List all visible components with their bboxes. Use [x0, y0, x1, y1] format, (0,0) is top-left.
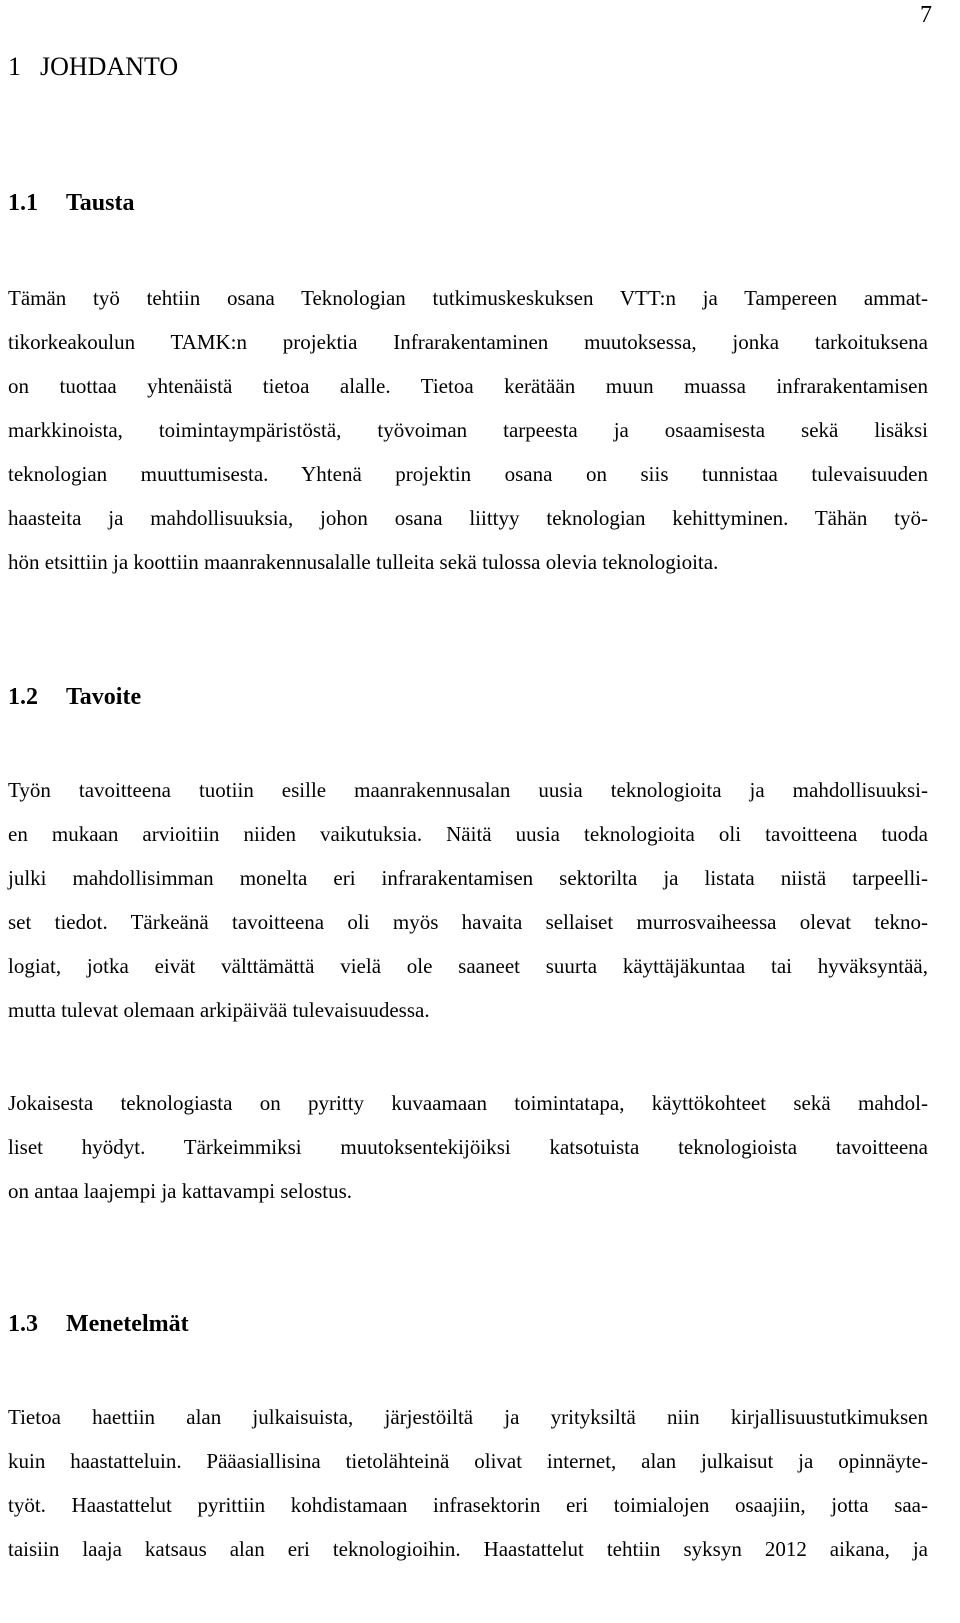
text-line: Jokaisesta teknologiasta on pyritty kuvaamaan toimintatapa, käyttökohteet sekä mahdol- [8, 1091, 928, 1115]
section-heading-menetelmat [8, 1311, 189, 1338]
text-line: logiat, jotka eivät välttämättä vielä ole saaneet suurta käyttäjäkuntaa tai hyväksyntää, [8, 954, 928, 978]
section-number: 1.3 [8, 1311, 38, 1337]
text-line: taisiin laaja katsaus alan eri teknologioihin. Haastattelut tehtiin syksyn 2012 aikana, ja [8, 1537, 928, 1561]
text-line: työt. Haastattelut pyrittiin kohdistamaan infrasektorin eri toimialojen osaajiin, jotta saa- [8, 1493, 928, 1517]
text-line: markkinoista, toimintaympäristöstä, työvoiman tarpeesta ja osaamisesta sekä lisäksi [8, 418, 928, 442]
text-line: teknologian muuttumisesta. Yhtenä projektin osana on siis tunnistaa tulevaisuuden [8, 462, 928, 486]
chapter-heading [8, 52, 178, 82]
paragraph-tavoite-1 [8, 768, 928, 1032]
text-line: julki mahdollisimman monelta eri infrarakentamisen sektorilta ja listata niistä tarpeelli- [8, 866, 928, 890]
text-line: tikorkeakoulun TAMK:n projektia Infrarakentaminen muutoksessa, jonka tarkoituksena [8, 330, 928, 354]
chapter-title: JOHDANTO [40, 52, 179, 81]
page-number: 7 [920, 2, 932, 28]
paragraph-menetelmat [8, 1395, 928, 1571]
section-number: 1.1 [8, 190, 38, 216]
text-line: kuin haastatteluin. Pääasiallisina tietolähteinä olivat internet, alan julkaisut ja opinnäyte- [8, 1449, 928, 1473]
section-heading-tausta [8, 190, 134, 217]
text-line: haasteita ja mahdollisuuksia, johon osana liittyy teknologian kehittyminen. Tähän työ- [8, 506, 928, 530]
text-line: Työn tavoitteena tuotiin esille maanrakennusalan uusia teknologioita ja mahdollisuuksi- [8, 778, 928, 802]
section-title: Tausta [66, 190, 135, 216]
section-title: Menetelmät [66, 1311, 189, 1337]
text-line: on antaa laajempi ja kattavampi selostus. [8, 1179, 353, 1203]
text-line: liset hyödyt. Tärkeimmiksi muutoksentekijöiksi katsotuista teknologioista tavoitteena [8, 1135, 928, 1159]
section-number: 1.2 [8, 684, 38, 710]
text-line: Tämän työ tehtiin osana Teknologian tutkimuskeskuksen VTT:n ja Tampereen ammat- [8, 286, 928, 310]
paragraph-tausta [8, 276, 928, 584]
paragraph-tavoite-2 [8, 1081, 928, 1213]
text-line: on tuottaa yhtenäistä tietoa alalle. Tietoa kerätään muun muassa infrarakentamisen [8, 374, 928, 398]
text-line: Tietoa haettiin alan julkaisuista, järjestöiltä ja yrityksiltä niin kirjallisuustutkimuksen [8, 1405, 928, 1429]
text-line: hön etsittiin ja koottiin maanrakennusalalle tulleita sekä tulossa olevia teknologioita. [8, 550, 719, 574]
text-line: mutta tulevat olemaan arkipäivää tulevaisuudessa. [8, 998, 430, 1022]
chapter-number: 1 [8, 52, 21, 81]
text-line: en mukaan arvioitiin niiden vaikutuksia. Näitä uusia teknologioita oli tavoitteena tuoda [8, 822, 928, 846]
text-line: set tiedot. Tärkeänä tavoitteena oli myös havaita sellaiset murrosvaiheessa olevat tekno- [8, 910, 928, 934]
section-heading-tavoite [8, 684, 141, 711]
section-title: Tavoite [66, 684, 142, 710]
